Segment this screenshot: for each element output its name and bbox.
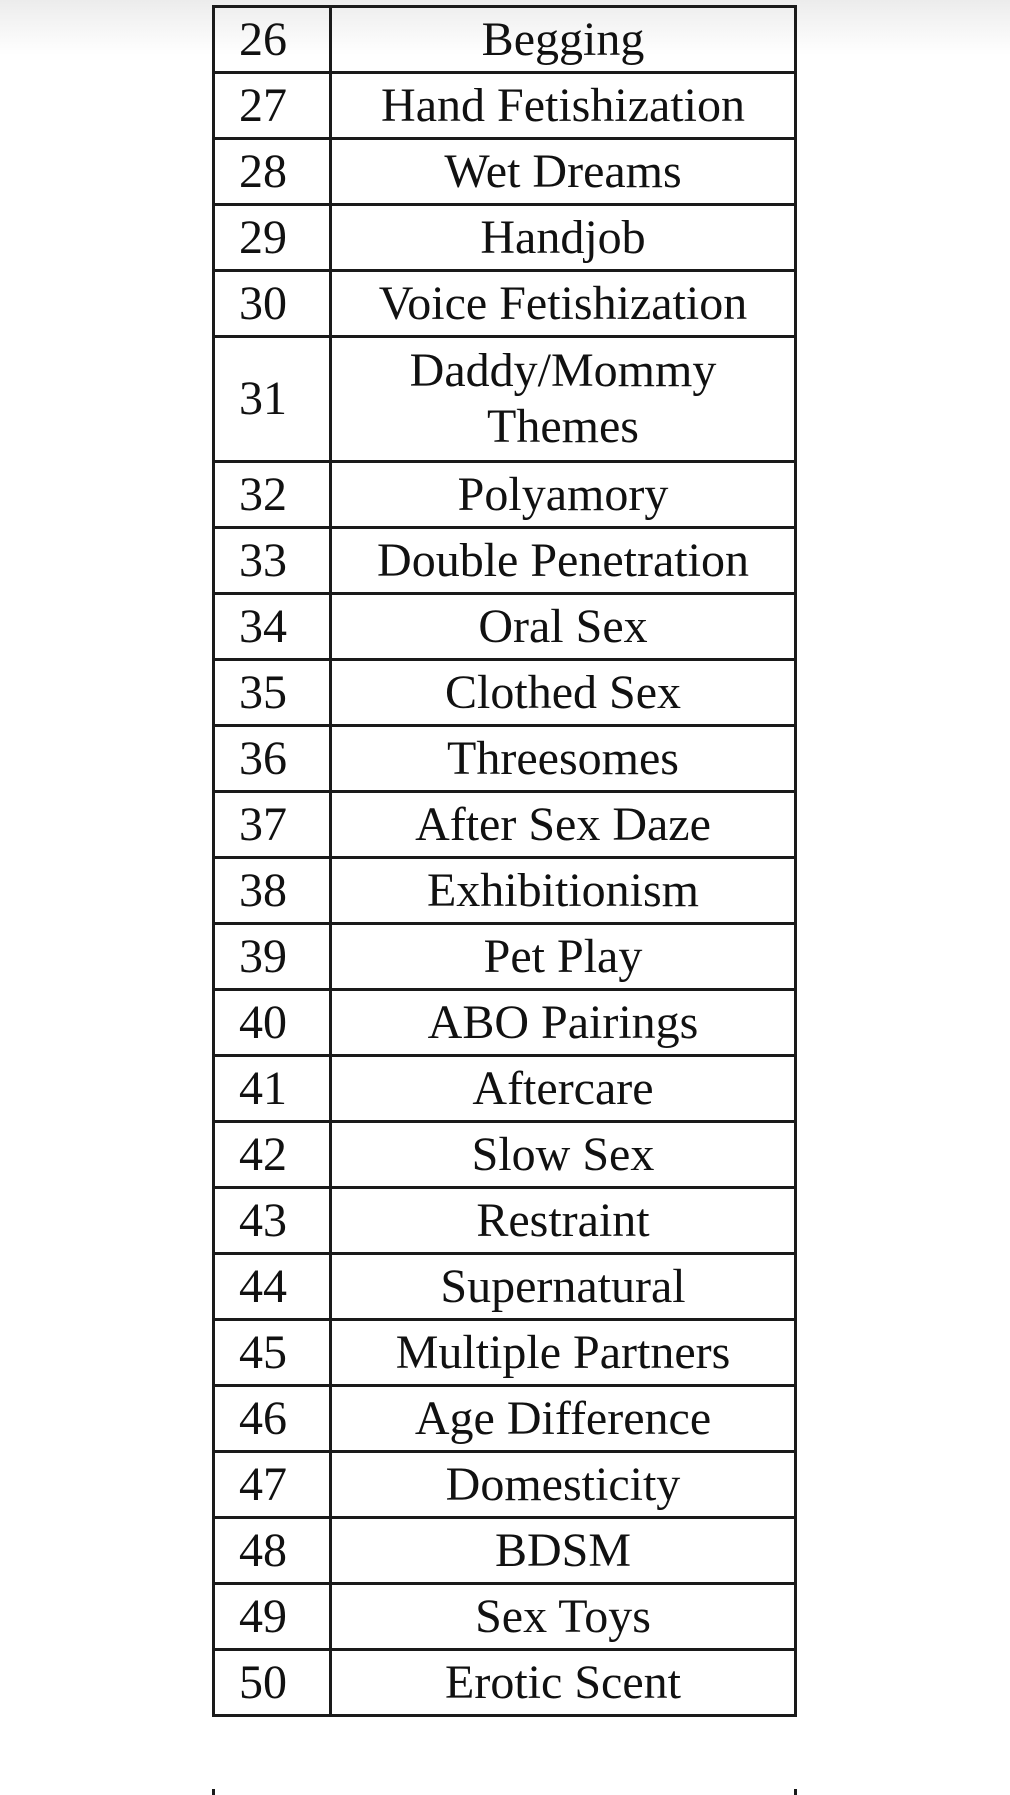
- row-number: 36: [214, 726, 331, 792]
- table-row: [214, 528, 796, 594]
- table-row: [214, 792, 796, 858]
- row-topic: Daddy/Mommy Themes: [331, 337, 796, 462]
- row-number: 44: [214, 1254, 331, 1320]
- row-number: 27: [214, 73, 331, 139]
- table-row: [214, 271, 796, 337]
- table-row: [214, 1056, 796, 1122]
- table-row: [214, 726, 796, 792]
- row-number: 34: [214, 594, 331, 660]
- table-body: [214, 7, 796, 1716]
- table-row: [214, 1452, 796, 1518]
- row-topic: Oral Sex: [331, 594, 796, 660]
- row-topic: Domesticity: [331, 1452, 796, 1518]
- table-row: [214, 205, 796, 271]
- row-topic: Hand Fetishization: [331, 73, 796, 139]
- row-topic: Double Penetration: [331, 528, 796, 594]
- table-continuation-edge: [212, 1789, 797, 1795]
- row-topic: Slow Sex: [331, 1122, 796, 1188]
- row-number: 32: [214, 462, 331, 528]
- row-number: 41: [214, 1056, 331, 1122]
- row-number: 33: [214, 528, 331, 594]
- table-row: [214, 139, 796, 205]
- numbered-topic-table: [212, 5, 797, 1717]
- table-row: [214, 858, 796, 924]
- table-row: [214, 1518, 796, 1584]
- row-number: 50: [214, 1650, 331, 1716]
- table-row: [214, 1122, 796, 1188]
- row-topic: Clothed Sex: [331, 660, 796, 726]
- row-topic: Begging: [331, 7, 796, 73]
- table-row: [214, 1320, 796, 1386]
- row-number: 47: [214, 1452, 331, 1518]
- row-number: 40: [214, 990, 331, 1056]
- table-row: [214, 660, 796, 726]
- row-number: 42: [214, 1122, 331, 1188]
- row-topic: Sex Toys: [331, 1584, 796, 1650]
- row-topic: Restraint: [331, 1188, 796, 1254]
- table-row: [214, 462, 796, 528]
- row-topic: Threesomes: [331, 726, 796, 792]
- row-topic: Erotic Scent: [331, 1650, 796, 1716]
- row-number: 26: [214, 7, 331, 73]
- row-topic: Voice Fetishization: [331, 271, 796, 337]
- row-number: 28: [214, 139, 331, 205]
- row-topic: After Sex Daze: [331, 792, 796, 858]
- row-topic: Age Difference: [331, 1386, 796, 1452]
- row-topic: Handjob: [331, 205, 796, 271]
- row-number: 29: [214, 205, 331, 271]
- table-row: [214, 1254, 796, 1320]
- row-number: 35: [214, 660, 331, 726]
- table-row: [214, 990, 796, 1056]
- row-number: 48: [214, 1518, 331, 1584]
- table-row: [214, 1584, 796, 1650]
- row-number: 30: [214, 271, 331, 337]
- table-row: [214, 1386, 796, 1452]
- row-topic: Multiple Partners: [331, 1320, 796, 1386]
- row-number: 38: [214, 858, 331, 924]
- row-number: 46: [214, 1386, 331, 1452]
- row-topic: Pet Play: [331, 924, 796, 990]
- table-row: [214, 337, 796, 462]
- row-number: 45: [214, 1320, 331, 1386]
- row-topic: ABO Pairings: [331, 990, 796, 1056]
- row-number: 49: [214, 1584, 331, 1650]
- table-row: [214, 1188, 796, 1254]
- row-topic: Aftercare: [331, 1056, 796, 1122]
- table-row: [214, 7, 796, 73]
- row-topic: Wet Dreams: [331, 139, 796, 205]
- table-row: [214, 1650, 796, 1716]
- row-topic: Supernatural: [331, 1254, 796, 1320]
- row-number: 43: [214, 1188, 331, 1254]
- row-number: 37: [214, 792, 331, 858]
- table-row: [214, 594, 796, 660]
- row-topic: Exhibitionism: [331, 858, 796, 924]
- table-row: [214, 73, 796, 139]
- row-number: 31: [214, 337, 331, 462]
- row-topic: Polyamory: [331, 462, 796, 528]
- row-number: 39: [214, 924, 331, 990]
- row-topic: BDSM: [331, 1518, 796, 1584]
- table-row: [214, 924, 796, 990]
